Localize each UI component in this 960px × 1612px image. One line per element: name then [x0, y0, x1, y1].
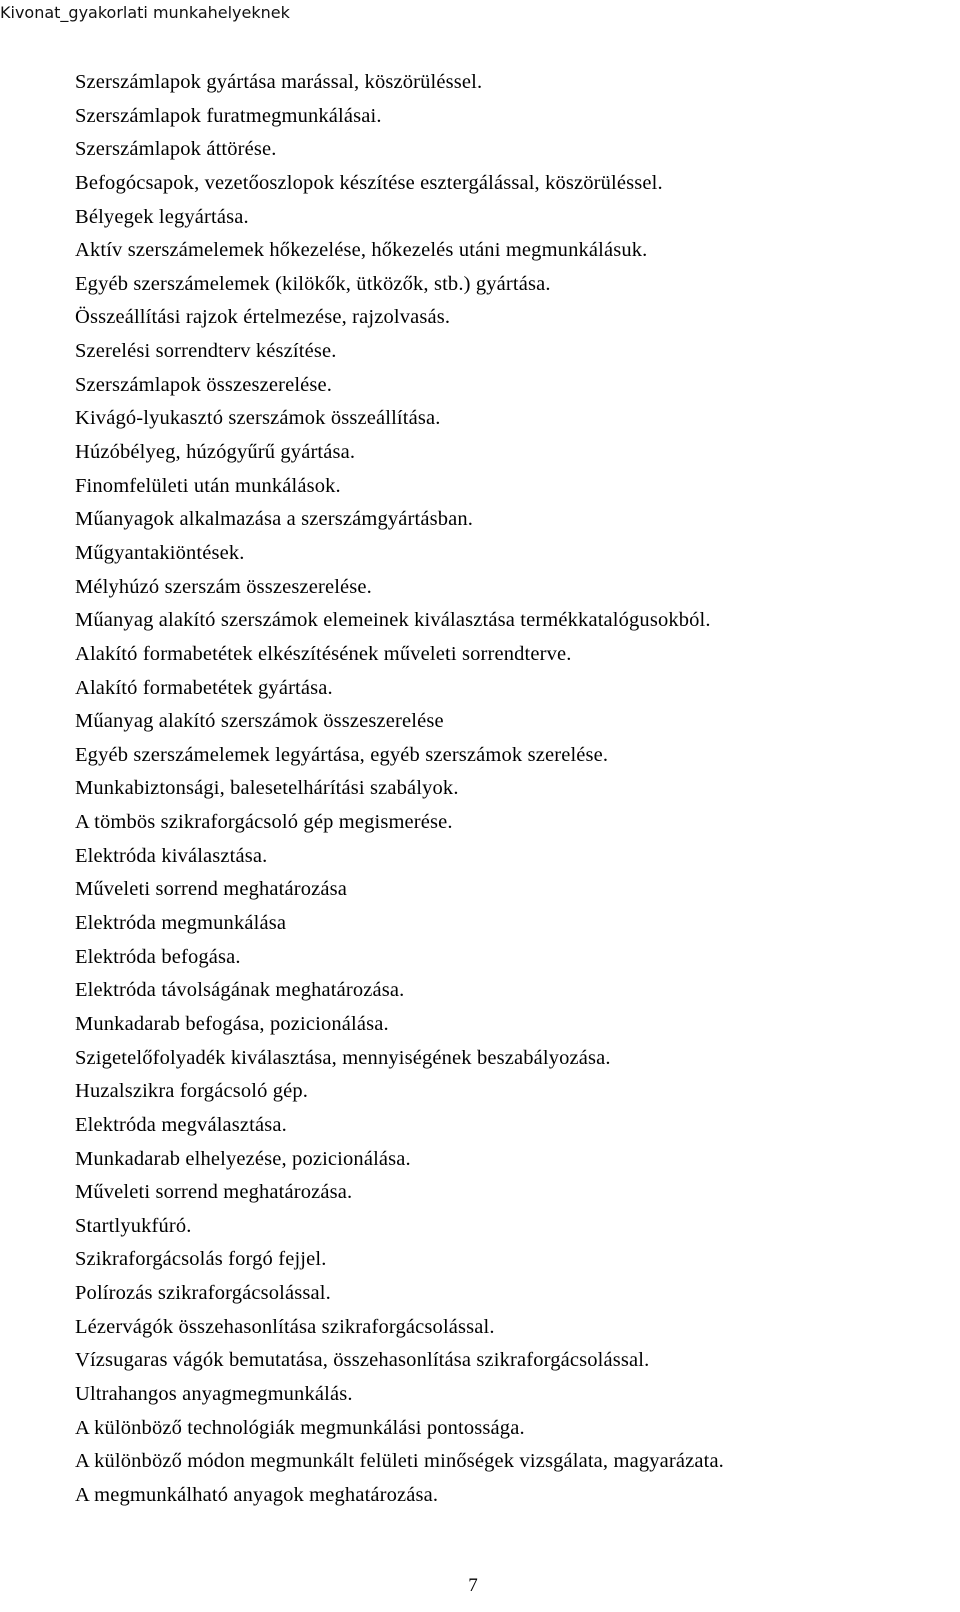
content-line: Alakító formabetétek gyártása. [75, 676, 333, 699]
content-line: Mélyhúzó szerszám összeszerelése. [75, 575, 372, 598]
content-line: Elektróda megválasztása. [75, 1113, 287, 1136]
content-line: Kivágó-lyukasztó szerszámok összeállítása. [75, 407, 441, 430]
content-line: Lézervágók összehasonlítása szikraforgácsolással. [75, 1315, 495, 1338]
content-line: Műanyag alakító szerszámok elemeinek kiválasztása termékkatalógusokból. [75, 609, 711, 632]
content-line: Polírozás szikraforgácsolással. [75, 1282, 331, 1305]
content-line: Összeállítási rajzok értelmezése, rajzolvasás. [75, 306, 451, 329]
content-line: Elektróda kiválasztása. [75, 844, 268, 867]
content-line: A különböző módon megmunkált felületi minőségek vizsgálata, magyarázata. [75, 1450, 724, 1473]
content-line: Aktív szerszámelemek hőkezelése, hőkezelés utáni megmunkálásuk. [75, 239, 648, 262]
content-line: Műanyagok alkalmazása a szerszámgyártásban. [75, 508, 474, 531]
content-line: Műanyag alakító szerszámok összeszerelése [75, 710, 444, 733]
content-list [75, 66, 960, 1513]
content-line: Elektróda távolságának meghatározása. [75, 979, 405, 1002]
content-line: Szerszámlapok gyártása marással, köszörüléssel. [75, 71, 483, 93]
content-line: Alakító formabetétek elkészítésének műveleti sorrendterve. [75, 642, 572, 665]
content-line: Műveleti sorrend meghatározása [75, 878, 348, 901]
content-line: Elektróda befogása. [75, 945, 241, 968]
content-line: Munkadarab elhelyezése, pozicionálása. [75, 1147, 411, 1170]
content-line: Műveleti sorrend meghatározása. [75, 1181, 353, 1204]
content-line: Munkabiztonsági, balesetelhárítási szabályok. [75, 777, 459, 800]
content-line: Ultrahangos anyagmegmunkálás. [75, 1382, 353, 1405]
content-line: Elektróda megmunkálása [75, 912, 287, 935]
content-line: A tömbös szikraforgácsoló gép megismerése. [75, 811, 453, 834]
content-line: Munkadarab befogása, pozicionálása. [75, 1012, 389, 1035]
content-line: Szikraforgácsolás forgó fejjel. [75, 1248, 327, 1271]
content-line: Szerszámlapok összeszerelése. [75, 373, 333, 396]
content-line: Befogócsapok, vezetőoszlopok készítése esztergálással, köszörüléssel. [75, 171, 663, 194]
page-number: 7 [468, 1575, 478, 1596]
document-header-title: Kivonat_gyakorlati munkahelyeknek [0, 3, 290, 22]
content-line: Startlyukfúró. [75, 1214, 192, 1237]
content-line: Szerszámlapok áttörése. [75, 138, 277, 161]
content-line: A különböző technológiák megmunkálási pontossága. [75, 1416, 525, 1439]
content-line: Műgyantakiöntések. [75, 541, 245, 564]
content-line: Szerelési sorrendterv készítése. [75, 340, 337, 363]
content-line: Egyéb szerszámelemek legyártása, egyéb szerszámok szerelése. [75, 743, 609, 766]
content-line: Bélyegek legyártása. [75, 205, 249, 228]
content-line: Egyéb szerszámelemek (kilökők, ütközők, stb.) gyártása. [75, 272, 551, 295]
content-line: Vízsugaras vágók bemutatása, összehasonlítása szikraforgácsolással. [75, 1349, 650, 1372]
content-line: Szerszámlapok furatmegmunkálásai. [75, 104, 382, 127]
content-line: Húzóbélyeg, húzógyűrű gyártása. [75, 441, 356, 464]
content-line: Huzalszikra forgácsoló gép. [75, 1080, 309, 1103]
content-line: Finomfelületi után munkálások. [75, 474, 341, 497]
content-line: A megmunkálható anyagok meghatározása. [75, 1483, 439, 1506]
content-line: Szigetelőfolyadék kiválasztása, mennyiségének beszabályozása. [75, 1046, 611, 1069]
